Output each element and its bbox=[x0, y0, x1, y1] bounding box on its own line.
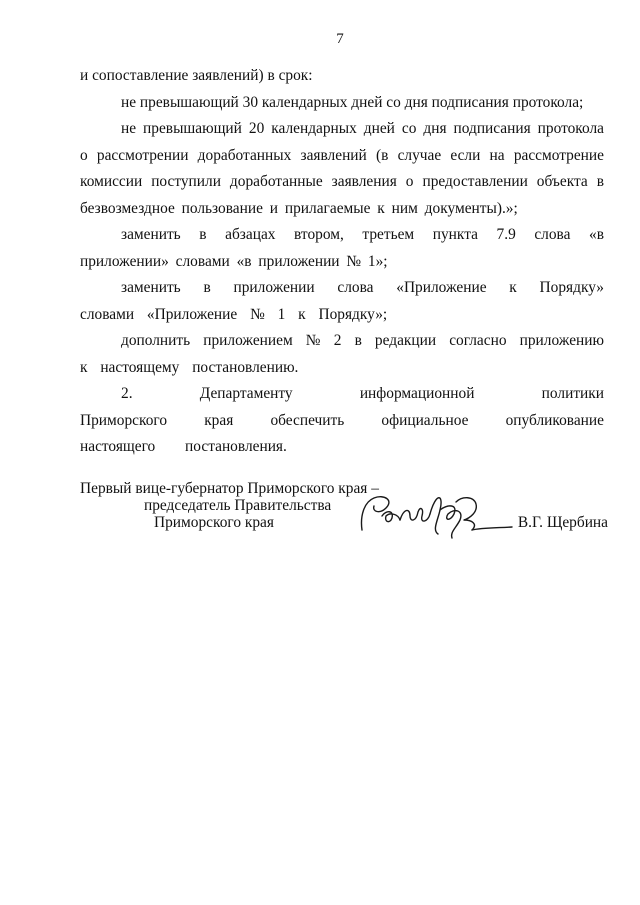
paragraph-3: не превышающий 20 календарных дней со дня подписания протокола о рассмотрении доработанных заявлений (в случае если на рассмотрение комиссии поступили доработанные заявления о предоставлении объекта в безвозмездное пользование и прилагаемые к ним документы).»; bbox=[80, 120, 604, 217]
paragraph-2: не превышающий 30 календарных дней со дня подписания протокола; bbox=[121, 93, 584, 111]
paragraph-5: заменить в приложении слова «Приложение к Порядку» словами «Приложение № 1 к Порядку»; bbox=[80, 279, 604, 323]
paragraph-7: 2. Департаменту информационной политики Приморского края обеспечить официальное опубликование настоящего постановления. bbox=[80, 385, 604, 455]
paragraph-6: дополнить приложением № 2 в редакции согласно приложению к настоящему постановлению. bbox=[80, 332, 604, 376]
handwritten-signature bbox=[352, 486, 522, 542]
signatory-title-line1: Первый вице-губернатор Приморского края – bbox=[80, 480, 379, 497]
signatory-name: В.Г. Щербина bbox=[517, 514, 608, 531]
signature-block bbox=[80, 480, 608, 540]
document-body bbox=[80, 63, 604, 461]
signatory-title-line3: Приморского края bbox=[154, 514, 274, 531]
signatory-title-line2: председатель Правительства bbox=[144, 497, 332, 514]
page-number: 7 bbox=[336, 31, 344, 47]
paragraph-4: заменить в абзацах втором, третьем пункта 7.9 слова «в приложении» словами «в приложении № 1»; bbox=[80, 226, 604, 270]
paragraph-1: и сопоставление заявлений) в срок: bbox=[80, 67, 313, 84]
